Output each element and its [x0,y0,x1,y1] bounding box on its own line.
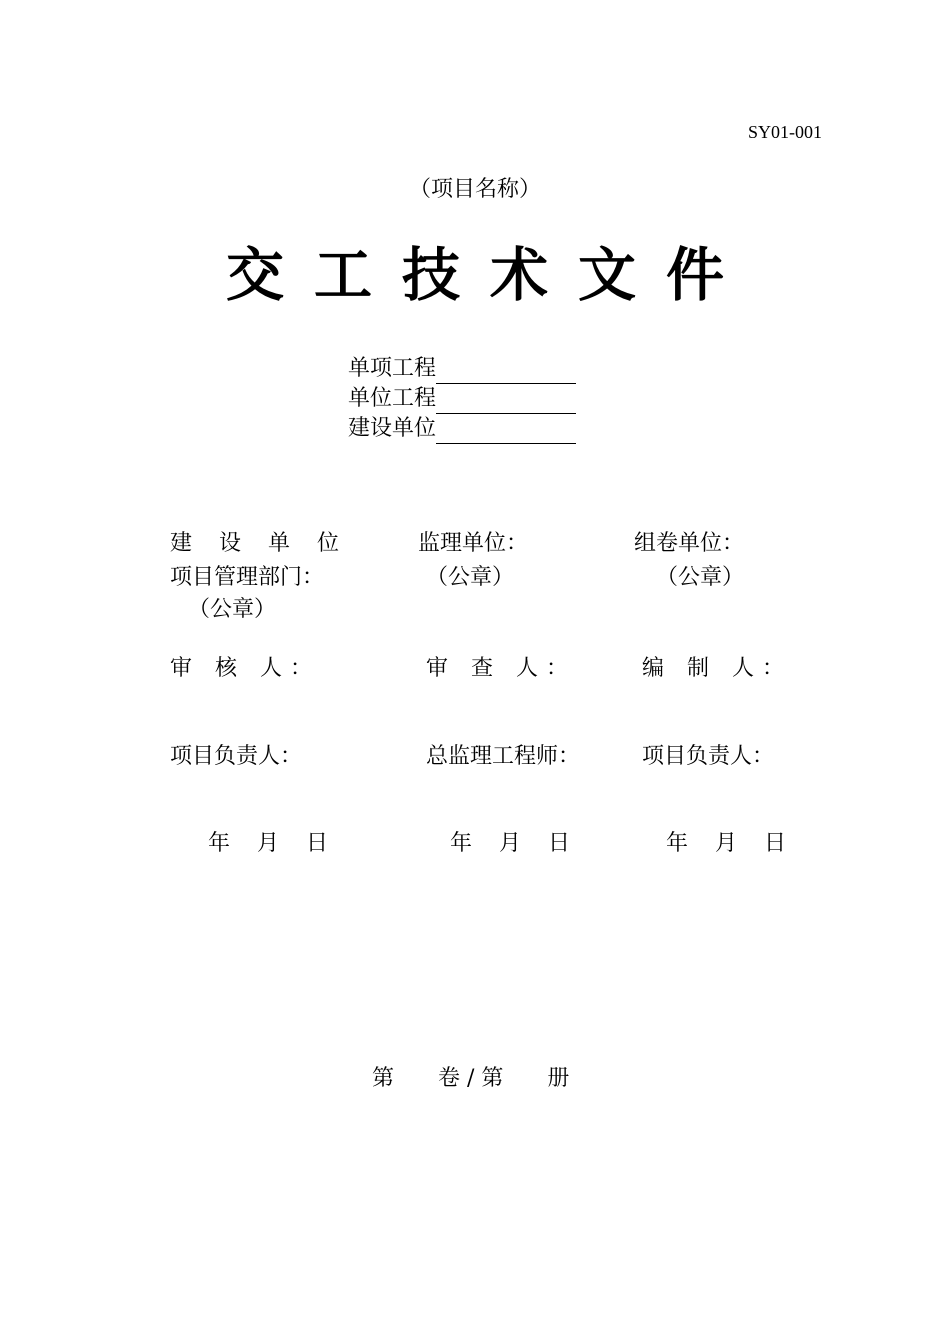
project-name-placeholder: （项目名称） [408,177,541,202]
col2-reviewer: 审 查 人： [426,656,576,681]
col1-seal: （公章） [188,597,277,622]
col3-reviewer: 编 制 人： [642,656,792,681]
col2-seal: （公章） [426,565,515,590]
field-blank-line[interactable] [436,389,576,414]
field-construction-unit [348,414,576,444]
field-label: 单项工程 [348,356,437,381]
field-blank-line[interactable] [436,359,576,384]
col3-seal: （公章） [656,565,745,590]
col1-reviewer: 审 核 人： [170,656,320,681]
field-blank-line[interactable] [436,419,576,444]
document-title: 交工技术文件 [225,241,754,309]
document-code: SY01-001 [747,122,822,142]
col3-date: 年 月 日 [666,831,796,856]
field-label: 单位工程 [348,386,437,411]
col1-leader: 项目负责人： [170,744,303,769]
col1-org-dept: 项目管理部门： [170,565,325,590]
field-label: 建设单位 [348,416,437,441]
col3-leader: 项目负责人： [642,744,775,769]
col3-org: 组卷单位： [634,531,745,556]
col2-leader: 总监理工程师： [426,744,581,769]
field-single-project [348,354,576,384]
field-unit-project [348,384,576,414]
volume-indicator: 第 卷 / 第 册 [372,1066,570,1091]
col1-org: 建 设 单 位 [170,531,349,556]
col2-org: 监理单位： [418,531,529,556]
col1-date: 年 月 日 [208,831,338,856]
col2-date: 年 月 日 [450,831,580,856]
